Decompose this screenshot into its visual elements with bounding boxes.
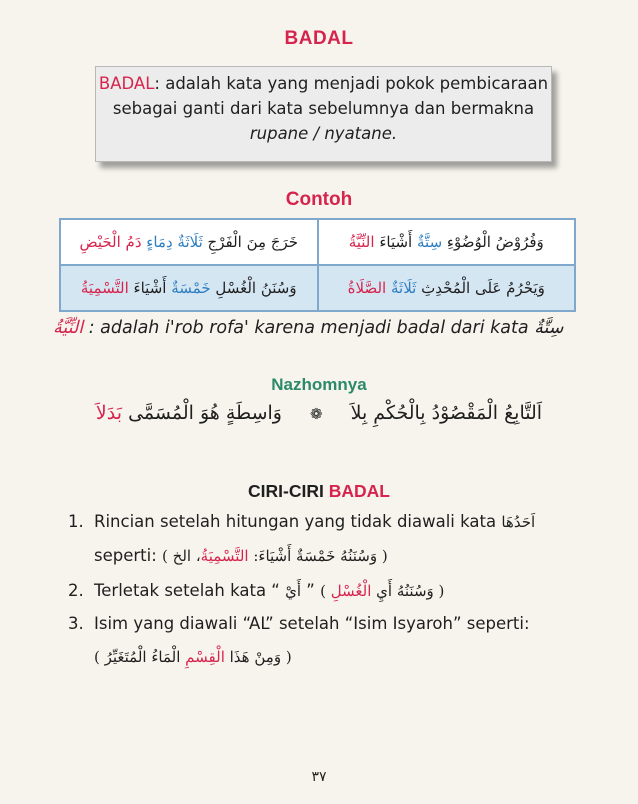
example-number: ثَلَاثَةٌ — [177, 233, 203, 251]
note-arabic-start: النِّيَّةُ — [53, 318, 84, 338]
example-table — [59, 218, 576, 312]
example-end: الْمَاءُ الْمُتَغَيِّرُ ) — [94, 648, 186, 666]
ciri-heading — [0, 481, 638, 502]
example-counted: أَشْيَاءَ — [379, 233, 413, 251]
example-text: خَرَجَ مِنَ الْفَرْجِ — [207, 233, 299, 251]
item-text: Terletak setelah kata “ — [94, 581, 286, 600]
badal-note — [53, 318, 613, 338]
example-main: ( وَسُنَنُهُ أَيِ — [371, 582, 445, 600]
nazhom-verse — [0, 402, 638, 424]
list-item-continuation — [94, 546, 388, 565]
example-badal: دَمُ الْحَيْضِ — [79, 233, 142, 251]
item-arabic-example — [94, 648, 292, 666]
example-end: ) — [320, 582, 331, 600]
example-badal: النِّيَّةُ — [348, 233, 375, 251]
item-arabic-example — [162, 547, 388, 565]
ciri-heading-badal: BADAL — [328, 481, 390, 501]
item-text: seperti: — [94, 546, 163, 565]
nazhom-left-text: وَاسِطَةٍ هُوَ الْمُسَمَّى — [128, 402, 282, 424]
example-badal: التَّسْمِيَةُ — [80, 279, 129, 297]
example-row — [60, 219, 575, 265]
list-item — [68, 512, 608, 531]
note-arabic-end: سِتَّةٌ — [534, 318, 564, 338]
contoh-heading: Contoh — [285, 189, 353, 210]
example-badal: الْقِسْمِ — [185, 648, 225, 666]
definition-box — [95, 66, 552, 162]
nazhom-heading: Nazhomnya — [271, 375, 367, 394]
example-main: ( وَسُنَنُهُ خَمْسَةٌ أَشْيَاءَ: — [248, 547, 388, 565]
example-counted: أَشْيَاءَ — [133, 279, 167, 297]
example-badal: الصَّلَاةُ — [347, 279, 387, 297]
example-text: وَيَحْرُمُ عَلَى الْمُحْدِثِ — [421, 279, 545, 297]
page-title: BADAL — [284, 28, 354, 49]
nazhom-right-half: اَلتَّابِعُ الْمَقْصُوْدُ بِالْحُكْمِ بِلاَ — [350, 402, 543, 424]
ciri-heading-text: CIRI-CIRI — [248, 481, 329, 501]
page-number: ٣٧ — [311, 769, 327, 785]
example-text: وَفُرُوْضُ الْوُضُوْءِ — [446, 233, 544, 251]
example-badal: التَّسْمِيَةُ — [200, 547, 249, 565]
item-arabic-example — [320, 582, 444, 600]
example-text: وَسُنَنُ الْغُسْلِ — [215, 279, 297, 297]
example-badal: الْغُسْلِ — [330, 582, 372, 600]
example-cell-right — [318, 219, 576, 265]
example-number: سِتَّةٌ — [417, 233, 443, 251]
example-number: ثَلَاثَةٌ — [391, 279, 417, 297]
item-arabic: أَيْ — [285, 582, 302, 600]
item-arabic: اَحَدُهَا — [501, 513, 536, 531]
definition-term: BADAL — [98, 74, 155, 93]
example-cell-right — [318, 265, 576, 311]
item-number: 1. — [68, 512, 84, 531]
example-row — [60, 265, 575, 311]
nazhom-badal-word: بَدَلاَ — [95, 402, 123, 424]
list-item — [68, 581, 608, 600]
example-end: ، الخ ) — [162, 547, 201, 565]
definition-line-3: rupane / nyatane. — [249, 124, 398, 143]
note-text: : adalah i'rob rofa' karena menjadi badal dari kata — [83, 318, 535, 338]
example-cell-left — [60, 265, 318, 311]
example-counted: دِمَاءٍ — [146, 233, 173, 251]
list-item — [68, 614, 608, 633]
nazhom-left-half — [96, 402, 282, 424]
item-text: Rincian setelah hitungan yang tidak diawali kata — [94, 512, 502, 531]
item-text: ” — [301, 581, 321, 600]
example-number: خَمْسَةٌ — [171, 279, 211, 297]
item-number: 3. — [68, 614, 84, 633]
example-main: ( وَمِنْ هَذَا — [224, 648, 292, 666]
list-item-continuation — [94, 647, 292, 666]
item-number: 2. — [68, 581, 84, 600]
definition-line-2: sebagai ganti dari kata sebelumnya dan bermakna — [112, 99, 535, 118]
definition-line-1-text: : adalah kata yang menjadi pokok pembicaraan — [154, 74, 549, 93]
flower-separator-icon: ❁ — [310, 404, 323, 423]
example-cell-left — [60, 219, 318, 265]
item-text: Isim yang diawali “AL” setelah “Isim Isyaroh” seperti: — [94, 614, 530, 633]
definition-line-1 — [96, 71, 551, 96]
